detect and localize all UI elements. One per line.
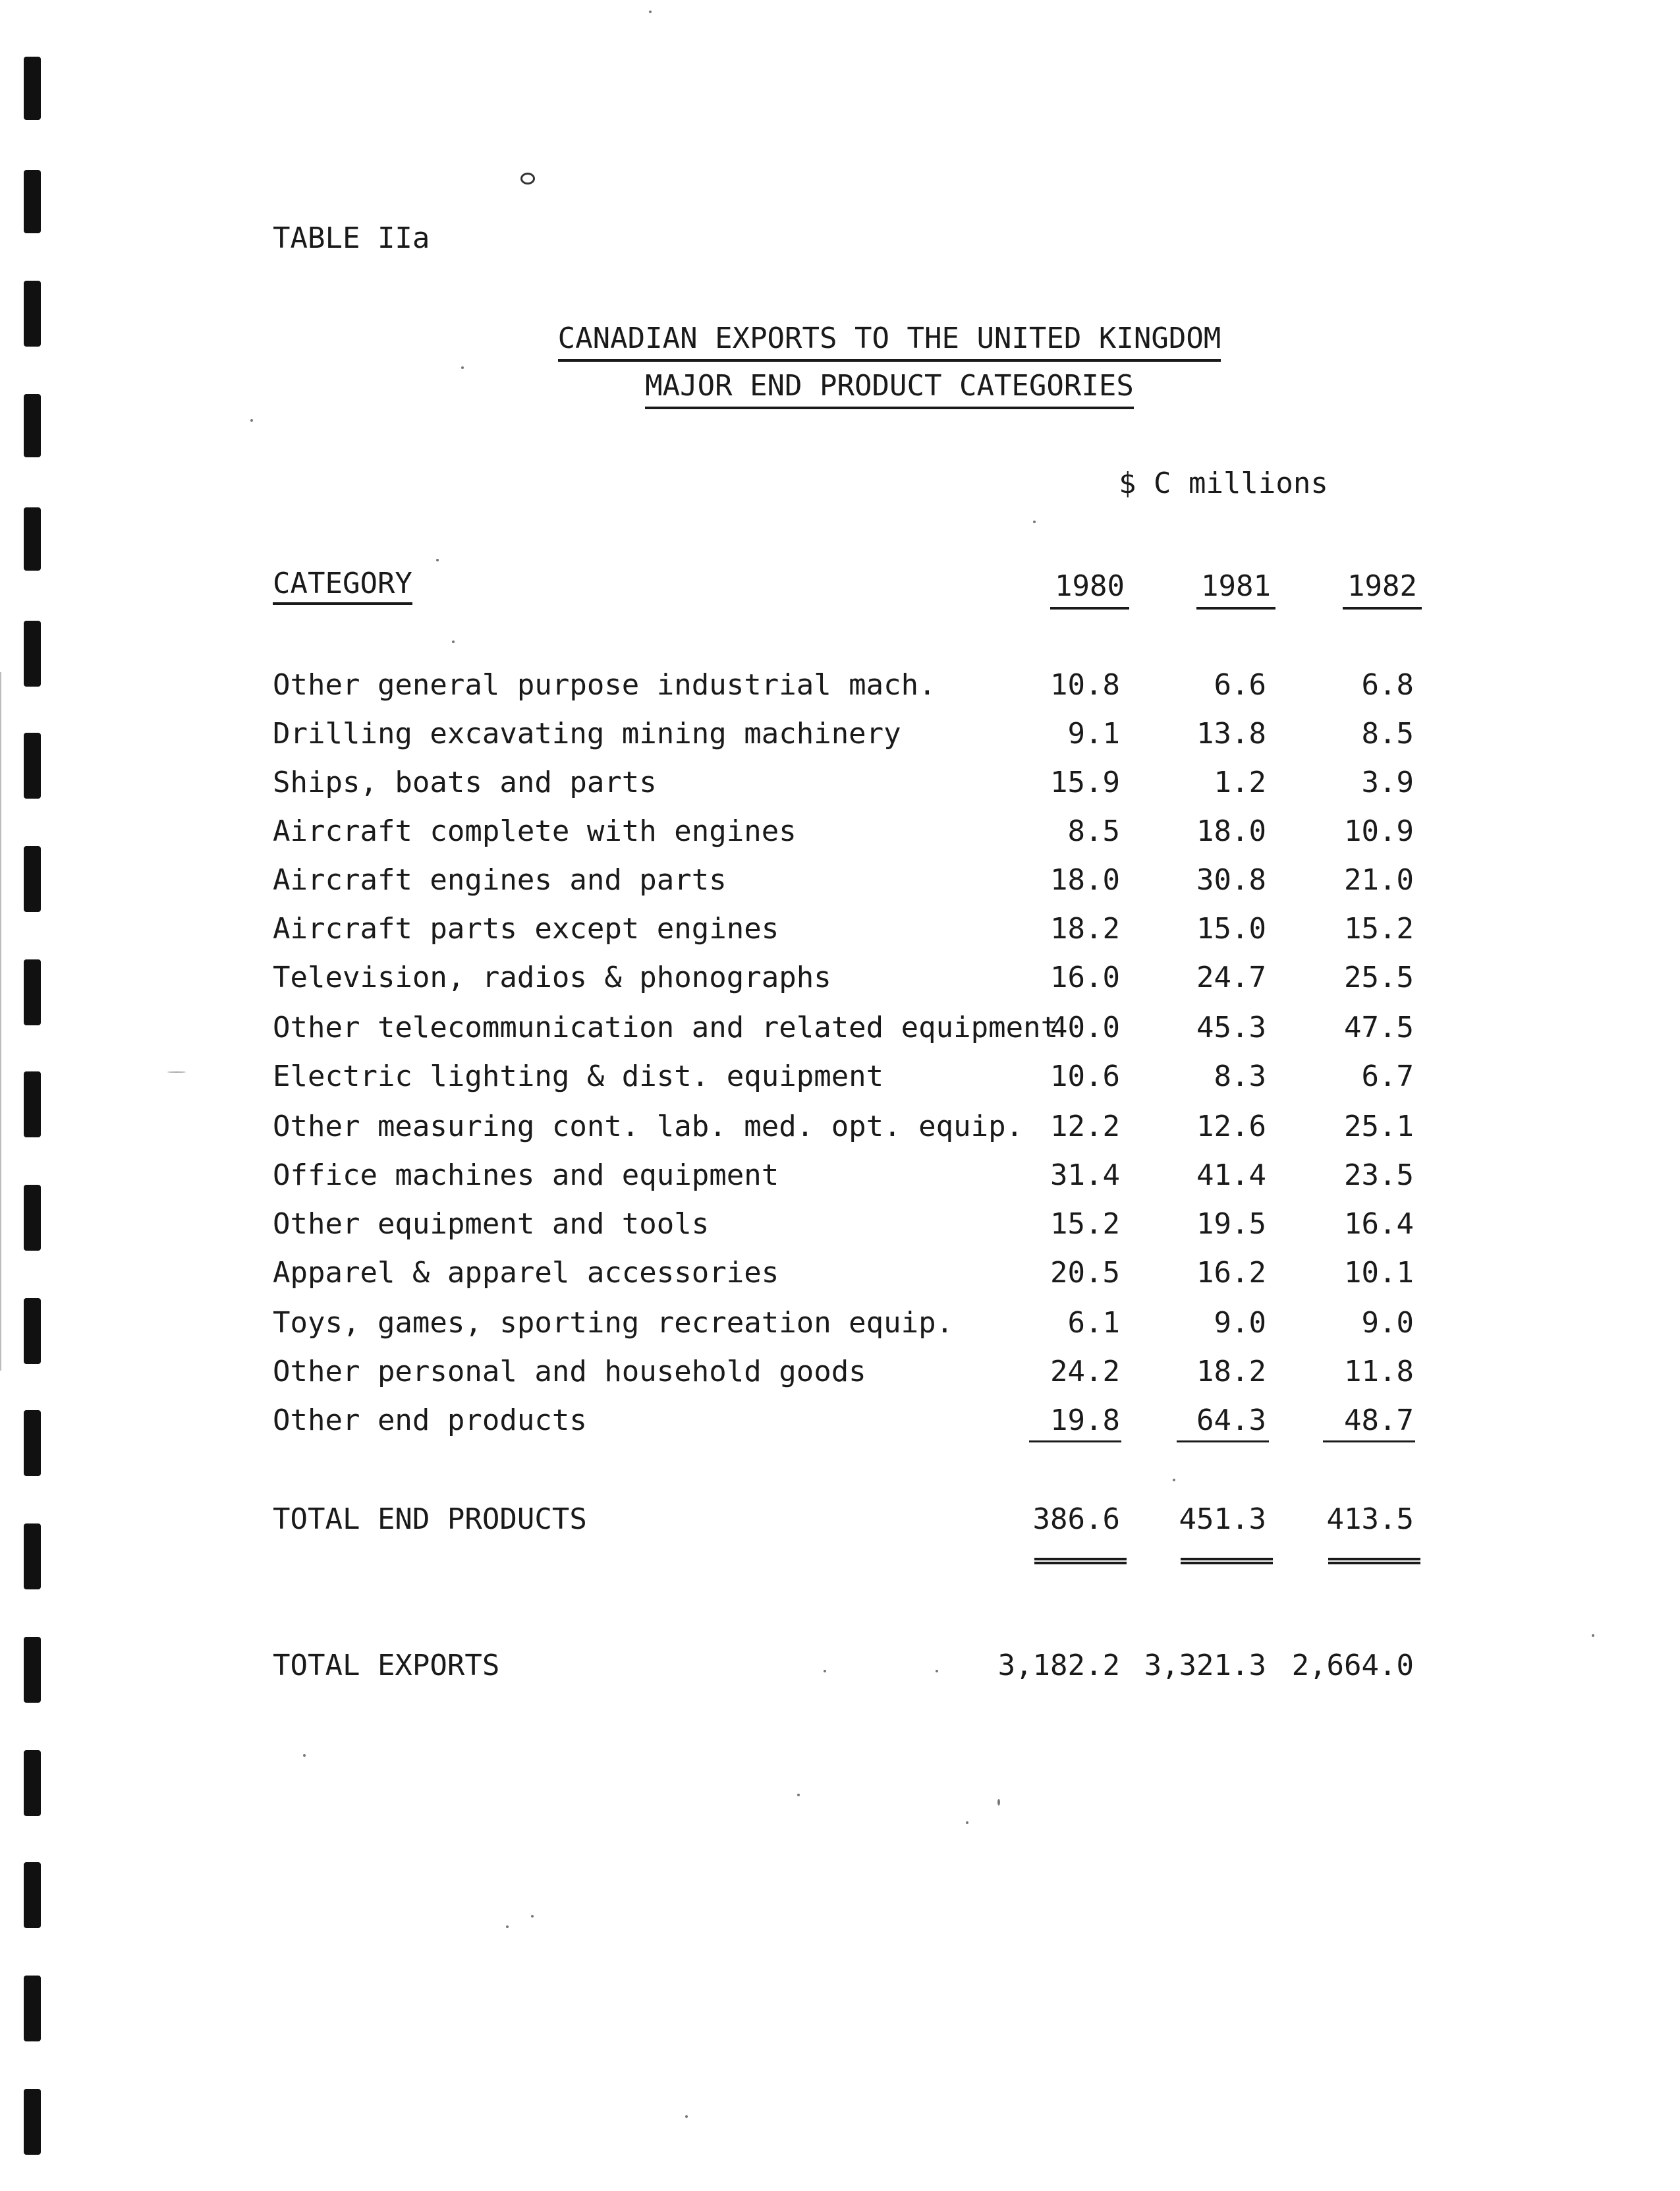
scan-speck	[797, 1794, 800, 1796]
row-category: Aircraft engines and parts	[273, 863, 727, 897]
row-category: Other equipment and tools	[273, 1207, 710, 1241]
table-row	[0, 912, 1680, 952]
table-row	[0, 766, 1680, 805]
row-category: Television, radios & phonographs	[273, 961, 831, 994]
year-header-1982: 1982	[1343, 569, 1422, 610]
value-1982: 25.1	[1344, 1110, 1414, 1143]
value-1980: 31.4	[1050, 1158, 1120, 1192]
value-1982: 15.2	[1344, 912, 1414, 946]
table-row	[0, 863, 1680, 903]
scan-speck	[303, 1754, 306, 1757]
value-1980: 15.9	[1050, 766, 1120, 799]
category-header: CATEGORY	[273, 569, 412, 605]
scan-speck	[1033, 521, 1036, 523]
total-exports-row	[0, 1649, 1680, 1688]
double-rule-1982	[1328, 1558, 1420, 1564]
scan-speck	[250, 419, 253, 422]
value-1981: 18.2	[1196, 1355, 1266, 1388]
value-1981: 8.3	[1214, 1060, 1266, 1093]
table-row	[0, 1404, 1680, 1443]
row-category: Toys, games, sporting recreation equip.	[273, 1306, 954, 1340]
scan-speck	[1592, 1634, 1594, 1637]
value-1982: 16.4	[1344, 1207, 1414, 1241]
value-1980: 10.6	[1050, 1060, 1120, 1093]
value-1980: 15.2	[1050, 1207, 1120, 1241]
value-1982: 23.5	[1344, 1158, 1414, 1192]
total-exports-1982: 2,664.0	[1291, 1649, 1414, 1682]
row-category: Other personal and household goods	[273, 1355, 866, 1388]
value-1980: 20.5	[1050, 1256, 1120, 1290]
value-1980: 16.0	[1050, 961, 1120, 994]
binder-mark	[24, 170, 41, 233]
table-row	[0, 717, 1680, 756]
binder-mark	[24, 1862, 41, 1928]
total-end-products-1982: 413.5	[1326, 1502, 1414, 1536]
double-rule-1980	[1034, 1558, 1127, 1564]
table-row	[0, 1011, 1680, 1050]
total-end-products-row	[0, 1502, 1680, 1542]
value-1981: 45.3	[1196, 1011, 1266, 1044]
value-1980: 19.8	[1050, 1404, 1120, 1437]
value-1981: 9.0	[1214, 1306, 1266, 1340]
value-1980: 12.2	[1050, 1110, 1120, 1143]
value-1981: 1.2	[1214, 766, 1266, 799]
total-exports-1980: 3,182.2	[997, 1649, 1120, 1682]
value-1982: 25.5	[1344, 961, 1414, 994]
year-header-1981: 1981	[1196, 569, 1275, 610]
scan-speck	[997, 1799, 1000, 1806]
value-1981: 12.6	[1196, 1110, 1266, 1143]
value-1982: 6.8	[1361, 668, 1414, 702]
table-row	[0, 1110, 1680, 1149]
table-row	[0, 1207, 1680, 1247]
row-category: Apparel & apparel accessories	[273, 1256, 779, 1290]
row-category: Other general purpose industrial mach.	[273, 668, 936, 702]
value-1980: 10.8	[1050, 668, 1120, 702]
row-category: Other measuring cont. lab. med. opt. equip.	[273, 1110, 1024, 1143]
row-category: Aircraft parts except engines	[273, 912, 779, 946]
value-1982: 48.7	[1344, 1404, 1414, 1437]
title-line-2-wrap	[0, 369, 1680, 409]
value-1982: 47.5	[1344, 1011, 1414, 1044]
value-1981: 64.3	[1196, 1404, 1266, 1437]
row-category: Drilling excavating mining machinery	[273, 717, 901, 751]
row-category: Ships, boats and parts	[273, 766, 657, 799]
row-category: Other telecommunication and related equipment	[273, 1011, 1059, 1044]
value-1982: 6.7	[1361, 1060, 1414, 1093]
subtotal-rule-1982	[1323, 1440, 1415, 1442]
value-1982: 8.5	[1361, 717, 1414, 751]
table-row	[0, 961, 1680, 1000]
row-category: Electric lighting & dist. equipment	[273, 1060, 884, 1093]
value-1982: 10.9	[1344, 814, 1414, 848]
scan-speck	[1173, 1479, 1175, 1481]
scan-speck	[531, 1915, 534, 1918]
subtotal-rule-1980	[1029, 1440, 1121, 1442]
binder-mark	[24, 1976, 41, 2041]
total-exports-label: TOTAL EXPORTS	[273, 1649, 500, 1682]
binder-mark	[24, 1750, 41, 1816]
row-category: Office machines and equipment	[273, 1158, 779, 1192]
units-label: $ C millions	[1119, 467, 1328, 500]
scan-speck	[506, 1925, 509, 1928]
value-1981: 19.5	[1196, 1207, 1266, 1241]
year-header-1980: 1980	[1050, 569, 1129, 610]
table-row	[0, 1355, 1680, 1394]
value-1981: 15.0	[1196, 912, 1266, 946]
row-category: Other end products	[273, 1404, 587, 1437]
scan-speck	[649, 11, 652, 13]
table-row	[0, 668, 1680, 708]
table-row	[0, 1256, 1680, 1295]
double-rule-1981	[1181, 1558, 1273, 1564]
value-1982: 3.9	[1361, 766, 1414, 799]
value-1980: 8.5	[1067, 814, 1120, 848]
value-1982: 21.0	[1344, 863, 1414, 897]
value-1982: 11.8	[1344, 1355, 1414, 1388]
value-1980: 6.1	[1067, 1306, 1120, 1340]
binder-mark	[24, 2089, 41, 2155]
total-end-products-1980: 386.6	[1032, 1502, 1120, 1536]
value-1980: 18.2	[1050, 912, 1120, 946]
table-row	[0, 1060, 1680, 1099]
table-subtitle: MAJOR END PRODUCT CATEGORIES	[645, 369, 1134, 409]
table-title: CANADIAN EXPORTS TO THE UNITED KINGDOM	[558, 322, 1221, 362]
value-1981: 41.4	[1196, 1158, 1266, 1192]
binder-mark	[24, 57, 41, 120]
title-line-1-wrap	[0, 322, 1680, 362]
value-1981: 24.7	[1196, 961, 1266, 994]
total-end-products-1981: 451.3	[1179, 1502, 1266, 1536]
value-1980: 18.0	[1050, 863, 1120, 897]
table-row	[0, 814, 1680, 854]
table-row	[0, 1306, 1680, 1346]
subtotal-rule-1981	[1177, 1440, 1269, 1442]
binder-mark	[24, 507, 41, 571]
total-exports-1981: 3,321.3	[1144, 1649, 1266, 1682]
value-1980: 9.1	[1067, 717, 1120, 751]
value-1981: 18.0	[1196, 814, 1266, 848]
scan-speck	[436, 559, 439, 561]
value-1982: 10.1	[1344, 1256, 1414, 1290]
scan-speck	[966, 1821, 968, 1824]
scan-speck	[452, 640, 455, 643]
scan-speck	[520, 173, 535, 185]
scan-speck	[685, 2115, 688, 2118]
row-category: Aircraft complete with engines	[273, 814, 797, 848]
value-1981: 13.8	[1196, 717, 1266, 751]
table-label: TABLE IIa	[273, 221, 430, 255]
value-1980: 24.2	[1050, 1355, 1120, 1388]
value-1981: 6.6	[1214, 668, 1266, 702]
value-1981: 16.2	[1196, 1256, 1266, 1290]
value-1982: 9.0	[1361, 1306, 1414, 1340]
table-row	[0, 1158, 1680, 1198]
total-end-products-label: TOTAL END PRODUCTS	[273, 1502, 587, 1536]
value-1981: 30.8	[1196, 863, 1266, 897]
value-1980: 40.0	[1050, 1011, 1120, 1044]
